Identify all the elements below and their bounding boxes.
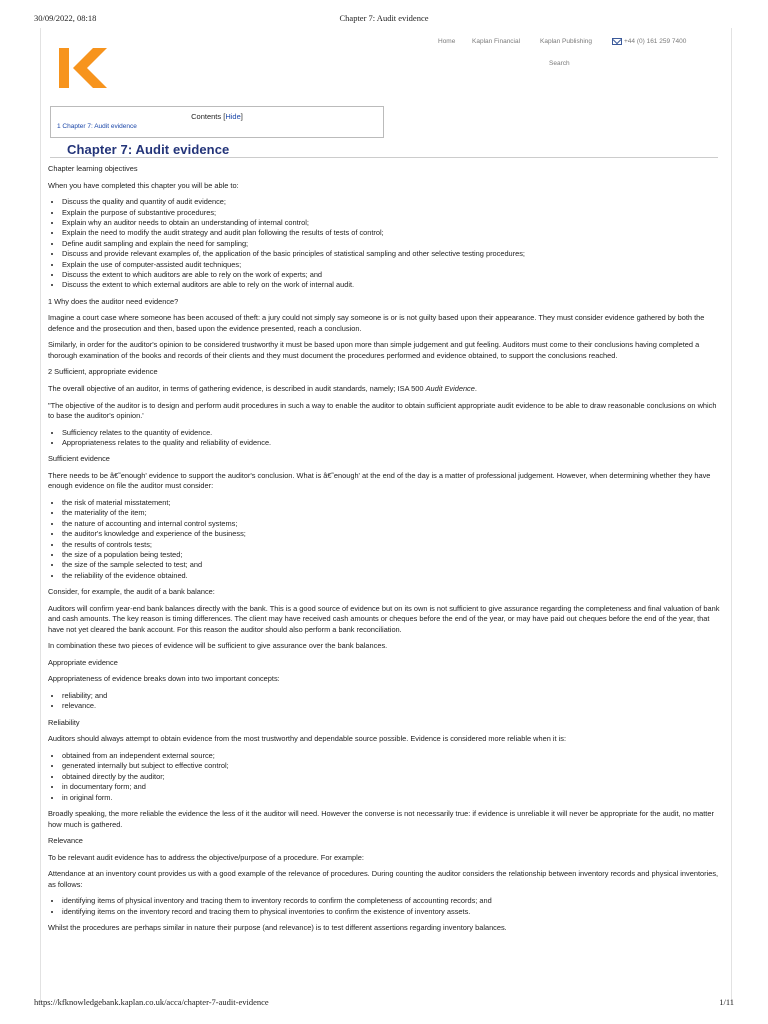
mail-icon[interactable] [612, 38, 622, 45]
print-page-number: 1/11 [719, 997, 734, 1007]
isa-text: The overall objective of an auditor, in terms of gathering evidence, is described in audit standards, namely; ISA 500 [48, 384, 426, 394]
relevance-paragraph: To be relevant audit evidence has to address the objective/purpose of a procedure. For example: [48, 852, 364, 862]
reliability-list [48, 751, 720, 803]
sufficient-factors-list [48, 498, 720, 581]
section-1-paragraph: Similarly, in order for the auditor's opinion to be considered trustworthy it must be based upon more than simple judgement and gut feeling. Auditors must come to their conclusions having completed a thorough examination of the books and records of their clients and they must document the procedures performed and evidence obtained, to support the conclusions reached. [48, 340, 700, 360]
section-1-paragraph: Imagine a court case where someone has been accused of theft: a jury could not simply say someone is or is not guilty based upon their appearance. They must consider evidence gathered by both the defence and the prosecution and then, based upon the evidence presented, reach a conclusion. [48, 313, 705, 333]
toc-hide-link[interactable]: Hide [225, 112, 241, 121]
list-item: • obtained from an independent external source; [62, 751, 720, 761]
print-title: Chapter 7: Audit evidence [339, 13, 429, 23]
reliability-heading: Reliability [48, 717, 80, 727]
list-item: • Explain the use of computer-assisted audit techniques; [62, 260, 720, 270]
list-item: • Discuss and provide relevant examples of, the application of the basic principles of statistical sampling and other selective testing procedures; [62, 249, 720, 259]
intro-text: When you have completed this chapter you will be able to: [48, 180, 239, 190]
relevance-paragraph: Whilst the procedures are perhaps similar in nature their purpose (and relevance) is to test different assertions regarding inventory balances. [48, 923, 507, 933]
sufficiency-list [48, 428, 720, 449]
section-2-paragraph [48, 384, 720, 394]
list-item: • the auditor's knowledge and experience of the business; [62, 529, 720, 539]
isa-end: . [474, 384, 477, 394]
bank-example-paragraph: Consider, for example, the audit of a bank balance: [48, 587, 215, 597]
list-item: • the risk of material misstatement; [62, 498, 720, 508]
toc-title-row [51, 112, 383, 121]
objectives-list [48, 197, 720, 291]
list-item: • the size of a population being tested; [62, 550, 720, 560]
reliability-paragraph: Broadly speaking, the more reliable the evidence the less of it the auditor will need. However the converse is not necessarily true: if evidence is unreliable it will never be appropriate for the audit, no matter how much is gathered. [48, 809, 714, 829]
list-item: • Appropriateness relates to the quality and reliability of evidence. [62, 438, 720, 448]
list-item: • the materiality of the item; [62, 508, 720, 518]
list-item: • Explain the purpose of substantive procedures; [62, 208, 720, 218]
toc-item-chapter-7[interactable]: 1 Chapter 7: Audit evidence [57, 123, 137, 130]
list-item: • relevance. [62, 701, 720, 711]
nav-home[interactable]: Home [438, 38, 456, 45]
kaplan-logo-icon [59, 48, 109, 88]
list-item: • in original form. [62, 793, 720, 803]
isa-quote: "The objective of the auditor is to design and perform audit procedures in such a way to enable the auditor to obtain sufficient appropriate audit evidence to be able to draw reasonable conclusions on which to base the auditor's opinion.' [48, 400, 717, 421]
print-url: https://kfknowledgebank.kaplan.co.uk/acca/chapter-7-audit-evidence [34, 997, 269, 1007]
page-title: Chapter 7: Audit evidence [67, 142, 230, 157]
reliability-paragraph: Auditors should always attempt to obtain evidence from the most trustworthy and dependable source possible. Evidence is considered more reliable when it is: [48, 734, 567, 744]
print-header [34, 13, 734, 25]
list-item: • obtained directly by the auditor; [62, 772, 720, 782]
nav-phone[interactable]: +44 (0) 161 259 7400 [624, 38, 687, 45]
section-1-heading: 1 Why does the auditor need evidence? [48, 296, 179, 306]
list-item: • Discuss the extent to which auditors are able to rely on the work of experts; and [62, 270, 720, 280]
kaplan-logo[interactable] [59, 48, 109, 88]
list-item: • identifying items on the inventory record and tracing them to physical inventories to confirm the existence of inventory assets. [62, 907, 720, 917]
article-body [48, 164, 720, 940]
appropriate-heading: Appropriate evidence [48, 657, 118, 667]
table-of-contents [50, 106, 384, 138]
list-item: • identifying items of physical inventory and tracing them to inventory records to confirm the completeness of accounting records; and [62, 896, 720, 906]
relevance-paragraph: Attendance at an inventory count provides us with a good example of the relevance of procedures. During counting the auditor considers the relationship between inventory records and physical inventories, as follows: [48, 869, 719, 889]
sufficient-heading: Sufficient evidence [48, 454, 110, 464]
bank-example-paragraph: In combination these two pieces of evidence will be sufficient to give assurance over the bank balances. [48, 641, 388, 651]
list-item: • in documentary form; and [62, 782, 720, 792]
print-date: 30/09/2022, 08:18 [34, 13, 97, 23]
search-link[interactable]: Search [549, 60, 570, 67]
list-item: • the reliability of the evidence obtained. [62, 571, 720, 581]
appropriate-paragraph: Appropriateness of evidence breaks down into two important concepts: [48, 674, 280, 684]
section-2-heading: 2 Sufficient, appropriate evidence [48, 367, 158, 377]
list-item: • the size of the sample selected to test; and [62, 560, 720, 570]
isa-title: Audit Evidence [425, 384, 475, 394]
toc-bracket-open: [ [223, 112, 226, 121]
nav-kaplan-financial[interactable]: Kaplan Financial [472, 38, 521, 45]
print-footer [34, 997, 734, 1009]
list-item: • Discuss the extent to which external auditors are able to rely on the work of internal audit. [62, 280, 720, 290]
nav-kaplan-publishing[interactable]: Kaplan Publishing [540, 38, 593, 45]
appropriate-list [48, 691, 720, 712]
title-divider [50, 157, 718, 158]
list-item: • Discuss the quality and quantity of audit evidence; [62, 197, 720, 207]
list-item: • Explain the need to modify the audit strategy and audit plan following the results of tests of control; [62, 228, 720, 238]
list-item: • Define audit sampling and explain the need for sampling; [62, 239, 720, 249]
list-item: • reliability; and [62, 691, 720, 701]
list-item: • generated internally but subject to effective control; [62, 761, 720, 771]
list-item: • the results of controls tests; [62, 540, 720, 550]
relevance-heading: Relevance [48, 836, 83, 846]
list-item: • Sufficiency relates to the quantity of evidence. [62, 428, 720, 438]
bank-example-paragraph: Auditors will confirm year-end bank balances directly with the bank. This is a good source of evidence but on its own is not sufficient to give assurance regarding the completeness and final valuation of bank and cash amounts. The key reason is timing differences. The client may have received cash amounts or cheques before the end of the year, or may have paid out cheques before the end of the year, that have not yet cleared the bank account. For this reason the auditor should also perform a bank reconciliation. [48, 603, 720, 634]
relevance-list [48, 896, 720, 917]
toc-bracket-close: ] [240, 112, 243, 121]
list-item: • Explain why an auditor needs to obtain an understanding of internal control; [62, 218, 720, 228]
toc-title: Contents [191, 112, 222, 121]
list-item: • the nature of accounting and internal control systems; [62, 519, 720, 529]
sufficient-paragraph: There needs to be â€˜enough' evidence to support the auditor's conclusion. What is â€˜enough' at the end of the day is a matter of professional judgement. However, when determining whether they have enough evidence on file the auditor must consider: [48, 471, 711, 491]
intro-heading: Chapter learning objectives [48, 164, 138, 173]
